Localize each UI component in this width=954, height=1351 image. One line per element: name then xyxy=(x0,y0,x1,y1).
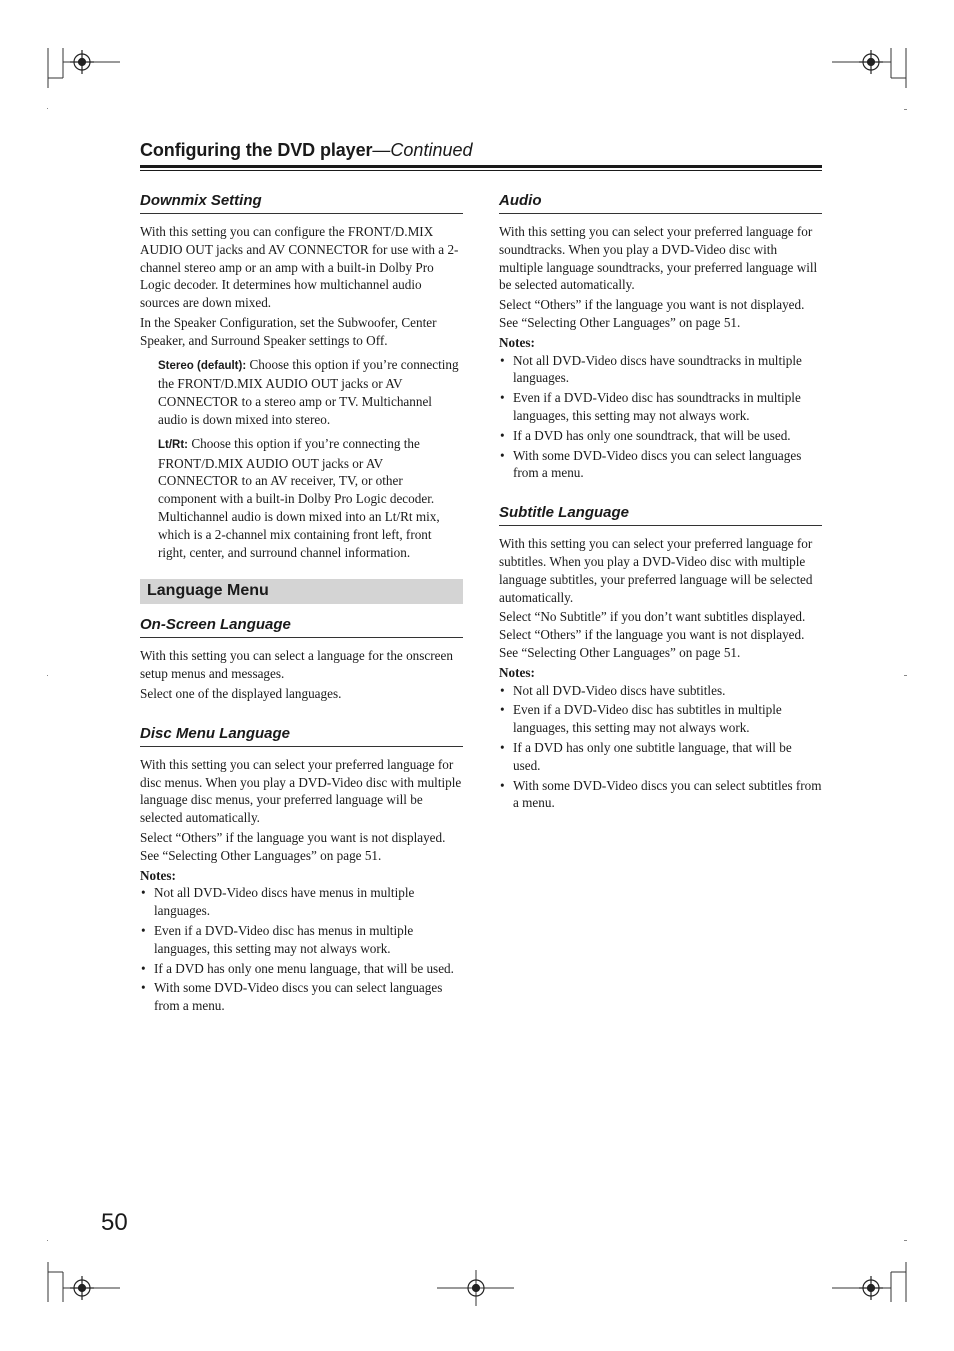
list-item: • If a DVD has only one soundtrack, that will be used. xyxy=(499,427,822,445)
list-item: • With some DVD-Video discs you can select subtitles from a menu. xyxy=(499,777,822,813)
onscreen-text-1: With this setting you can select a language for the onscreen setup menus and messages. xyxy=(140,648,453,682)
subtitle-notes xyxy=(499,682,822,813)
onscreen-language-heading: On-Screen Language xyxy=(140,616,463,638)
list-item: • Not all DVD-Video discs have soundtracks in multiple languages. xyxy=(499,352,822,388)
subtitle-notes-title: Notes: xyxy=(499,664,535,680)
list-item: • Even if a DVD-Video disc has menus in multiple languages, this setting may not always work. xyxy=(140,922,463,958)
audio-text-2: Select “Others” if the language you want is not displayed. See “Selecting Other Languages” on page 51. xyxy=(499,297,805,330)
page-header xyxy=(140,140,822,161)
onscreen-text-2: Select one of the displayed languages. xyxy=(140,685,342,701)
audio-heading: Audio xyxy=(499,192,822,214)
list-item: • If a DVD has only one menu language, that will be used. xyxy=(140,960,463,978)
option-stereo-text: Choose this option if you’re connecting the FRONT/D.MIX AUDIO OUT jacks or AV CONNECTOR to a stereo amp or TV. Multichannel audio is down mixed into stereo. xyxy=(158,356,459,427)
list-item: • If a DVD has only one subtitle language, that will be used. xyxy=(499,739,822,775)
subtitle-language-heading: Subtitle Language xyxy=(499,504,822,526)
option-ltrt-text: Choose this option if you’re connecting the FRONT/D.MIX AUDIO OUT jacks or AV CONNECTOR to an AV receiver, TV, or other component with a built-in Dolby Pro Logic decoder. Multichannel audio is down mixed into an Lt/Rt mix, which is a 2-channel mix containing front left, front right, center, and surround channel information. xyxy=(158,435,440,560)
audio-notes-title: Notes: xyxy=(499,334,535,350)
header-rule xyxy=(140,165,822,168)
left-column xyxy=(140,192,463,1017)
subtitle-text-1: With this setting you can select your preferred language for subtitles. When you play a DVD-Video disc with multiple language subtitles, your preferred language will be selected automatically. xyxy=(499,536,813,605)
list-item: • Not all DVD-Video discs have menus in multiple languages. xyxy=(140,884,463,920)
option-stereo-label: Stereo (default): xyxy=(158,359,247,372)
disc-menu-notes xyxy=(140,884,463,1015)
disc-menu-notes-title: Notes: xyxy=(140,867,176,883)
disc-menu-language-heading: Disc Menu Language xyxy=(140,725,463,747)
list-item: • Even if a DVD-Video disc has subtitles in multiple languages, this setting may not always work. xyxy=(499,701,822,737)
downmix-intro: With this setting you can configure the FRONT/D.MIX AUDIO OUT jacks and AV CONNECTOR for use with a 2-channel stereo amp or an amp with a built-in Dolby Pro Logic decoder. It determines how multichannel audio sources are down mixed. xyxy=(140,224,459,311)
disc-menu-text-1: With this setting you can select your preferred language for disc menus. When you play a DVD-Video disc with multiple language disc menus, your preferred language will be selected automatically. xyxy=(140,756,462,826)
header-rule-thin xyxy=(140,170,822,171)
audio-text-1: With this setting you can select your preferred language for soundtracks. When you play a DVD-Video disc with multiple language soundtracks, your preferred language will be selected automatically. xyxy=(499,224,818,293)
right-column xyxy=(499,192,822,814)
page-number: 50 xyxy=(101,1209,128,1236)
disc-menu-text-2: Select “Others” if the language you want is not displayed. See “Selecting Other Languages” on page 51. xyxy=(140,829,446,863)
list-item: • With some DVD-Video discs you can select languages from a menu. xyxy=(140,979,463,1015)
option-stereo xyxy=(158,356,463,429)
continued-label: —Continued xyxy=(372,140,473,160)
downmix-speaker-note: In the Speaker Configuration, set the Subwoofer, Center Speaker, and Surround Speaker settings to Off. xyxy=(140,314,437,348)
list-item: • Not all DVD-Video discs have subtitles. xyxy=(499,682,822,700)
language-menu-section-title: Language Menu xyxy=(140,579,463,604)
option-ltrt-label: Lt/Rt: xyxy=(158,438,189,451)
downmix-heading: Downmix Setting xyxy=(140,192,463,214)
list-item: • With some DVD-Video discs you can select languages from a menu. xyxy=(499,447,822,483)
option-ltrt xyxy=(158,435,463,562)
page-title: Configuring the DVD player xyxy=(140,140,373,160)
list-item: • Even if a DVD-Video disc has soundtracks in multiple languages, this setting may not always work. xyxy=(499,389,822,425)
audio-notes xyxy=(499,352,822,483)
subtitle-text-2: Select “No Subtitle” if you don’t want subtitles displayed. Select “Others” if the language you want is not displayed. See “Selecting Other Languages” on page 51. xyxy=(499,609,806,660)
